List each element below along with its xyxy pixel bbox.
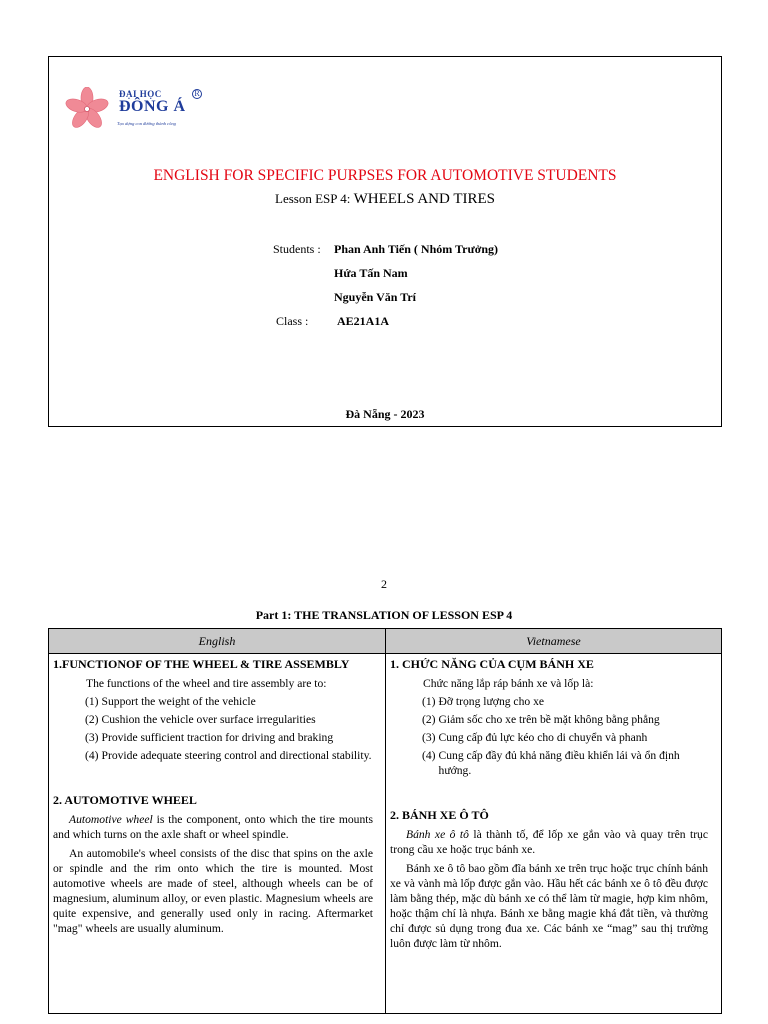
paragraph-text: là thành tố, để lốp xe gắn vào và quay trên trục trong cầu xe hoặc trục bánh xe. — [390, 828, 709, 856]
section-heading: 2. AUTOMOTIVE WHEEL — [53, 793, 197, 807]
list-item-text: Cung cấp đầy đủ khả năng điều khiển lái và ổn định hướng. — [438, 749, 680, 777]
section-intro: The functions of the wheel and tire assembly are to: — [86, 677, 327, 690]
vietnamese-column — [390, 657, 708, 955]
list-item — [422, 730, 708, 745]
section-heading: 1. CHỨC NĂNG CỦA CỤM BÁNH XE — [390, 657, 594, 671]
list-item-text: Cushion the vehicle over surface irregularities — [101, 713, 316, 726]
class-label: Class : — [276, 314, 309, 328]
list-item-number: (3) — [85, 731, 99, 744]
defined-term: Bánh xe ô tô — [406, 828, 469, 841]
list-item — [422, 712, 708, 727]
list-item — [85, 712, 373, 727]
list-item-number: (4) — [422, 749, 436, 762]
lesson-prefix: Lesson ESP 4: — [275, 191, 354, 206]
list-item — [422, 748, 708, 778]
list-item-number: (2) — [85, 713, 99, 726]
registered-mark-icon: R — [192, 89, 202, 99]
column-header-vietnamese: Vietnamese — [526, 634, 581, 648]
section-heading: 1.FUNCTIONOF OF THE WHEEL & TIRE ASSEMBLY — [53, 657, 350, 671]
section-heading: 2. BÁNH XE Ô TÔ — [390, 808, 489, 822]
lesson-title: WHEELS AND TIRES — [353, 191, 495, 207]
translation-table — [48, 628, 722, 1014]
cover-page-frame — [48, 56, 722, 427]
list-item — [85, 694, 373, 709]
part-title: Part 1: THE TRANSLATION OF LESSON ESP 4 — [255, 608, 513, 622]
list-item-number: (2) — [422, 713, 436, 726]
defined-term: Automotive wheel — [69, 813, 153, 826]
list-item-text: Provide sufficient traction for driving and braking — [101, 731, 334, 744]
paragraph: An automobile's wheel consists of the disc that spins on the axle or spindle and the rim onto which the tire is mounted. Most automotive wheels are made of steel, although wheels can be of magnesium, aluminum alloy, or even plastic. Magnesium wheels are quite expensive, and generally used only in racing. Aftermarket "mag" wheels are usually aluminum. — [53, 847, 373, 935]
list-item — [85, 730, 373, 745]
list-item-text: Giảm sốc cho xe trên bề mặt không bằng phẳng — [438, 713, 660, 726]
logo-name-line1: ĐẠI HỌC — [119, 89, 162, 99]
list-item-text: Support the weight of the vehicle — [101, 695, 256, 708]
list-item — [422, 694, 708, 709]
list-item-text: Đỡ trọng lượng cho xe — [438, 695, 545, 708]
list-item-number: (1) — [422, 695, 436, 708]
class-value: AE21A1A — [337, 314, 390, 328]
student-name: Nguyễn Văn Trí — [334, 290, 417, 304]
students-label: Students : — [273, 242, 321, 256]
paragraph-text: is the component, onto which the tire mounts and which turns on the axle shaft or wheel spindle. — [53, 813, 373, 841]
list-item-number: (1) — [85, 695, 99, 708]
student-name: Hứa Tấn Nam — [334, 266, 408, 280]
university-logo — [57, 87, 207, 131]
student-name: Phan Anh Tiến ( Nhóm Trưởng) — [334, 242, 499, 256]
section-intro: Chức năng lắp ráp bánh xe và lốp là: — [423, 677, 594, 690]
column-header-english: English — [198, 634, 236, 648]
column-divider — [385, 629, 386, 1013]
flower-logo-icon — [57, 87, 117, 131]
paragraph — [390, 827, 708, 857]
logo-name-line2: ĐÔNG Á — [119, 98, 186, 115]
english-column — [53, 657, 373, 940]
logo-slogan: Tạo dựng con đường thành công — [117, 121, 176, 126]
course-title: ENGLISH FOR SPECIFIC PURPSES FOR AUTOMOTIVE STUDENTS — [153, 167, 617, 184]
list-item-text: Provide adequate steering control and directional stability. — [101, 749, 372, 762]
list-item — [85, 748, 373, 763]
list-item-number: (3) — [422, 731, 436, 744]
paragraph: Bánh xe ô tô bao gồm đĩa bánh xe trên trục hoặc trục chính bánh xe và vành mà lốp được gắn vào. Hầu hết các bánh xe ô tô đều được làm bằng thép, mặc dù bánh xe có thể làm từ magie, hợp kim nhôm, hoặc thậm chí là nhựa. Bánh xe bằng magie khá đắt tiền, và thường chỉ được sủ dụng trong đua xe. Các bánh xe “mag” sau thị trường luôn được làm từ nhôm. — [390, 862, 708, 950]
list-item-text: Cung cấp đủ lực kéo cho di chuyển và phanh — [438, 731, 648, 744]
page-number: 2 — [381, 577, 387, 591]
paragraph — [53, 812, 373, 842]
place-year: Đà Nẵng - 2023 — [345, 407, 425, 421]
lesson-heading — [49, 191, 721, 208]
list-item-number: (4) — [85, 749, 99, 762]
